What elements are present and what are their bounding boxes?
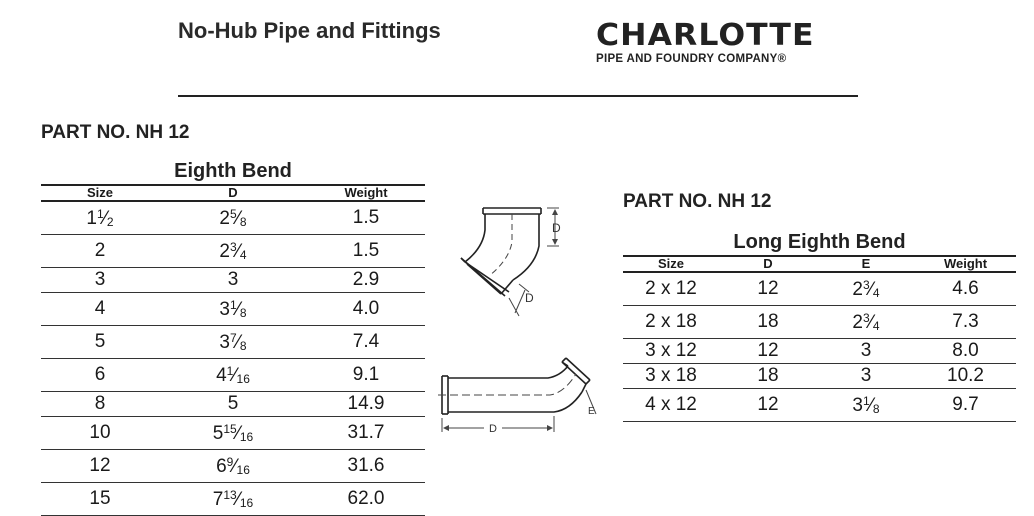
cell-size: 3 x 12	[623, 339, 719, 364]
value-whole: 6	[216, 456, 227, 477]
value-whole: 2	[219, 241, 230, 262]
fraction-numerator: 7	[230, 331, 237, 345]
table-row	[41, 450, 425, 483]
table-row	[623, 272, 1016, 306]
value-whole: 3	[219, 332, 230, 353]
cell-e	[817, 306, 915, 339]
part-number-left: PART NO. NH 12	[41, 122, 190, 143]
col-header-weight: Weight	[915, 256, 1016, 272]
cell-d	[159, 268, 307, 293]
long-dim-label-e: E	[588, 406, 595, 417]
fraction-numerator: 3	[863, 311, 870, 325]
cell-size	[41, 450, 159, 483]
value-whole: 1	[86, 208, 97, 229]
col-header-size: Size	[623, 256, 719, 272]
fraction-numerator: 9	[226, 455, 234, 469]
cell-weight: 9.1	[307, 359, 425, 392]
table-row	[41, 201, 425, 235]
fraction-slash: ⁄	[236, 241, 240, 262]
col-header-d: D	[719, 256, 817, 272]
cell-weight: 14.9	[307, 392, 425, 417]
cell-size: 3 x 18	[623, 364, 719, 389]
cell-d	[159, 450, 307, 483]
cell-d	[159, 359, 307, 392]
table-row	[623, 306, 1016, 339]
fraction-denominator: 16	[239, 496, 254, 510]
fraction-denominator: 4	[239, 248, 247, 262]
cell-d	[159, 483, 307, 516]
cell-e	[817, 364, 915, 389]
eighth-bend-caption: Eighth Bend	[174, 160, 292, 182]
cell-weight: 7.4	[307, 326, 425, 359]
fraction-denominator: 16	[236, 372, 250, 386]
value-whole: 5	[212, 423, 224, 444]
value-whole: 3	[860, 340, 872, 361]
fraction-denominator: 4	[872, 319, 880, 333]
value-whole: 2	[852, 279, 863, 300]
table-row	[41, 293, 425, 326]
fraction-denominator: 2	[106, 215, 114, 229]
value-whole: 2	[94, 240, 106, 261]
logo-tagline: PIPE AND FOUNDRY COMPANY®	[596, 53, 787, 65]
cell-size	[41, 326, 159, 359]
eighth-bend-diagram	[455, 200, 575, 325]
fraction-slash: ⁄	[236, 489, 240, 510]
table-row	[41, 417, 425, 450]
cell-d: 12	[719, 339, 817, 364]
cell-weight: 4.6	[915, 272, 1016, 306]
value-whole: 3	[227, 269, 239, 290]
fraction-slash: ⁄	[869, 395, 873, 416]
cell-weight: 31.7	[307, 417, 425, 450]
part-number-right: PART NO. NH 12	[623, 191, 772, 212]
cell-weight: 1.5	[307, 235, 425, 268]
table-row	[41, 326, 425, 359]
fraction-numerator: 3	[863, 278, 870, 292]
cell-weight: 4.0	[307, 293, 425, 326]
fraction-numerator: 3	[230, 240, 237, 254]
table-row	[623, 339, 1016, 364]
value-whole: 5	[94, 331, 106, 352]
fraction-slash: ⁄	[236, 423, 240, 444]
cell-size	[41, 359, 159, 392]
cell-d: 12	[719, 389, 817, 422]
value-whole: 3	[94, 269, 106, 290]
table-row	[41, 268, 425, 293]
fraction-denominator: 8	[239, 306, 247, 320]
company-logo	[596, 18, 858, 65]
value-whole: 5	[227, 393, 239, 414]
bend-dim-label-d2: D	[525, 291, 534, 305]
fraction-slash: ⁄	[233, 365, 237, 386]
cell-size	[41, 268, 159, 293]
cell-weight: 2.9	[307, 268, 425, 293]
table-row	[623, 389, 1016, 422]
cell-size: 2 x 12	[623, 272, 719, 306]
page-title: No-Hub Pipe and Fittings	[178, 18, 441, 43]
value-whole: 6	[94, 364, 106, 385]
fraction-denominator: 4	[872, 286, 880, 300]
fraction-numerator: 5	[230, 207, 237, 221]
value-whole: 2	[852, 312, 863, 333]
cell-size	[41, 201, 159, 235]
table-row	[41, 483, 425, 516]
cell-d	[159, 392, 307, 417]
col-header-e: E	[817, 256, 915, 272]
cell-weight: 8.0	[915, 339, 1016, 364]
cell-size	[41, 417, 159, 450]
fraction-denominator: 8	[872, 402, 880, 416]
table-header-row	[623, 256, 1016, 272]
fraction-numerator: 1	[97, 207, 104, 221]
header-divider	[178, 95, 858, 97]
fraction-slash: ⁄	[233, 456, 237, 477]
col-header-weight: Weight	[307, 185, 425, 201]
long-eighth-bend-diagram	[436, 356, 612, 438]
cell-d	[159, 326, 307, 359]
value-whole: 15	[89, 488, 111, 509]
value-whole: 3	[219, 299, 230, 320]
fraction-slash: ⁄	[236, 299, 240, 320]
eighth-bend-table	[41, 160, 425, 516]
fraction-slash: ⁄	[103, 208, 107, 229]
fraction-denominator: 8	[239, 215, 247, 229]
value-whole: 8	[94, 393, 106, 414]
cell-e	[817, 272, 915, 306]
fraction-denominator: 16	[239, 430, 254, 444]
cell-size	[41, 293, 159, 326]
long-eighth-bend-table	[623, 231, 1016, 422]
fraction-denominator: 8	[239, 339, 247, 353]
table-header-row	[41, 185, 425, 201]
cell-d: 12	[719, 272, 817, 306]
cell-weight: 1.5	[307, 201, 425, 235]
fraction-slash: ⁄	[236, 208, 240, 229]
cell-weight: 10.2	[915, 364, 1016, 389]
cell-d	[159, 293, 307, 326]
cell-size	[41, 235, 159, 268]
table-row	[41, 235, 425, 268]
fraction-slash: ⁄	[869, 279, 873, 300]
value-whole: 7	[212, 489, 224, 510]
fraction-denominator: 16	[236, 463, 250, 477]
fraction-numerator: 1	[863, 394, 870, 408]
col-header-d: D	[159, 185, 307, 201]
fraction-numerator: 13	[223, 488, 237, 502]
long-dim-label-d: D	[489, 423, 497, 435]
cell-e	[817, 389, 915, 422]
col-header-size: Size	[41, 185, 159, 201]
value-whole: 10	[89, 422, 111, 443]
cell-d: 18	[719, 364, 817, 389]
cell-weight: 7.3	[915, 306, 1016, 339]
cell-size	[41, 483, 159, 516]
value-whole: 12	[89, 455, 111, 476]
logo-wordmark: CHARLOTTE	[596, 18, 815, 53]
value-whole: 4	[94, 298, 106, 319]
table-row	[41, 359, 425, 392]
bend-dim-label-d: D	[552, 221, 561, 235]
cell-size: 2 x 18	[623, 306, 719, 339]
cell-size	[41, 392, 159, 417]
cell-weight: 31.6	[307, 450, 425, 483]
cell-d	[159, 235, 307, 268]
fraction-numerator: 15	[223, 422, 237, 436]
table-row	[41, 392, 425, 417]
long-eighth-bend-caption: Long Eighth Bend	[733, 231, 906, 253]
table-row	[623, 364, 1016, 389]
cell-d	[159, 201, 307, 235]
cell-weight: 62.0	[307, 483, 425, 516]
fraction-numerator: 1	[226, 364, 234, 378]
cell-d	[159, 417, 307, 450]
cell-weight: 9.7	[915, 389, 1016, 422]
value-whole: 3	[852, 395, 863, 416]
cell-d: 18	[719, 306, 817, 339]
cell-e	[817, 339, 915, 364]
fraction-slash: ⁄	[869, 312, 873, 333]
value-whole: 3	[860, 365, 872, 386]
value-whole: 4	[216, 365, 227, 386]
cell-size: 4 x 12	[623, 389, 719, 422]
fraction-slash: ⁄	[236, 332, 240, 353]
value-whole: 2	[219, 208, 230, 229]
fraction-numerator: 1	[230, 298, 237, 312]
